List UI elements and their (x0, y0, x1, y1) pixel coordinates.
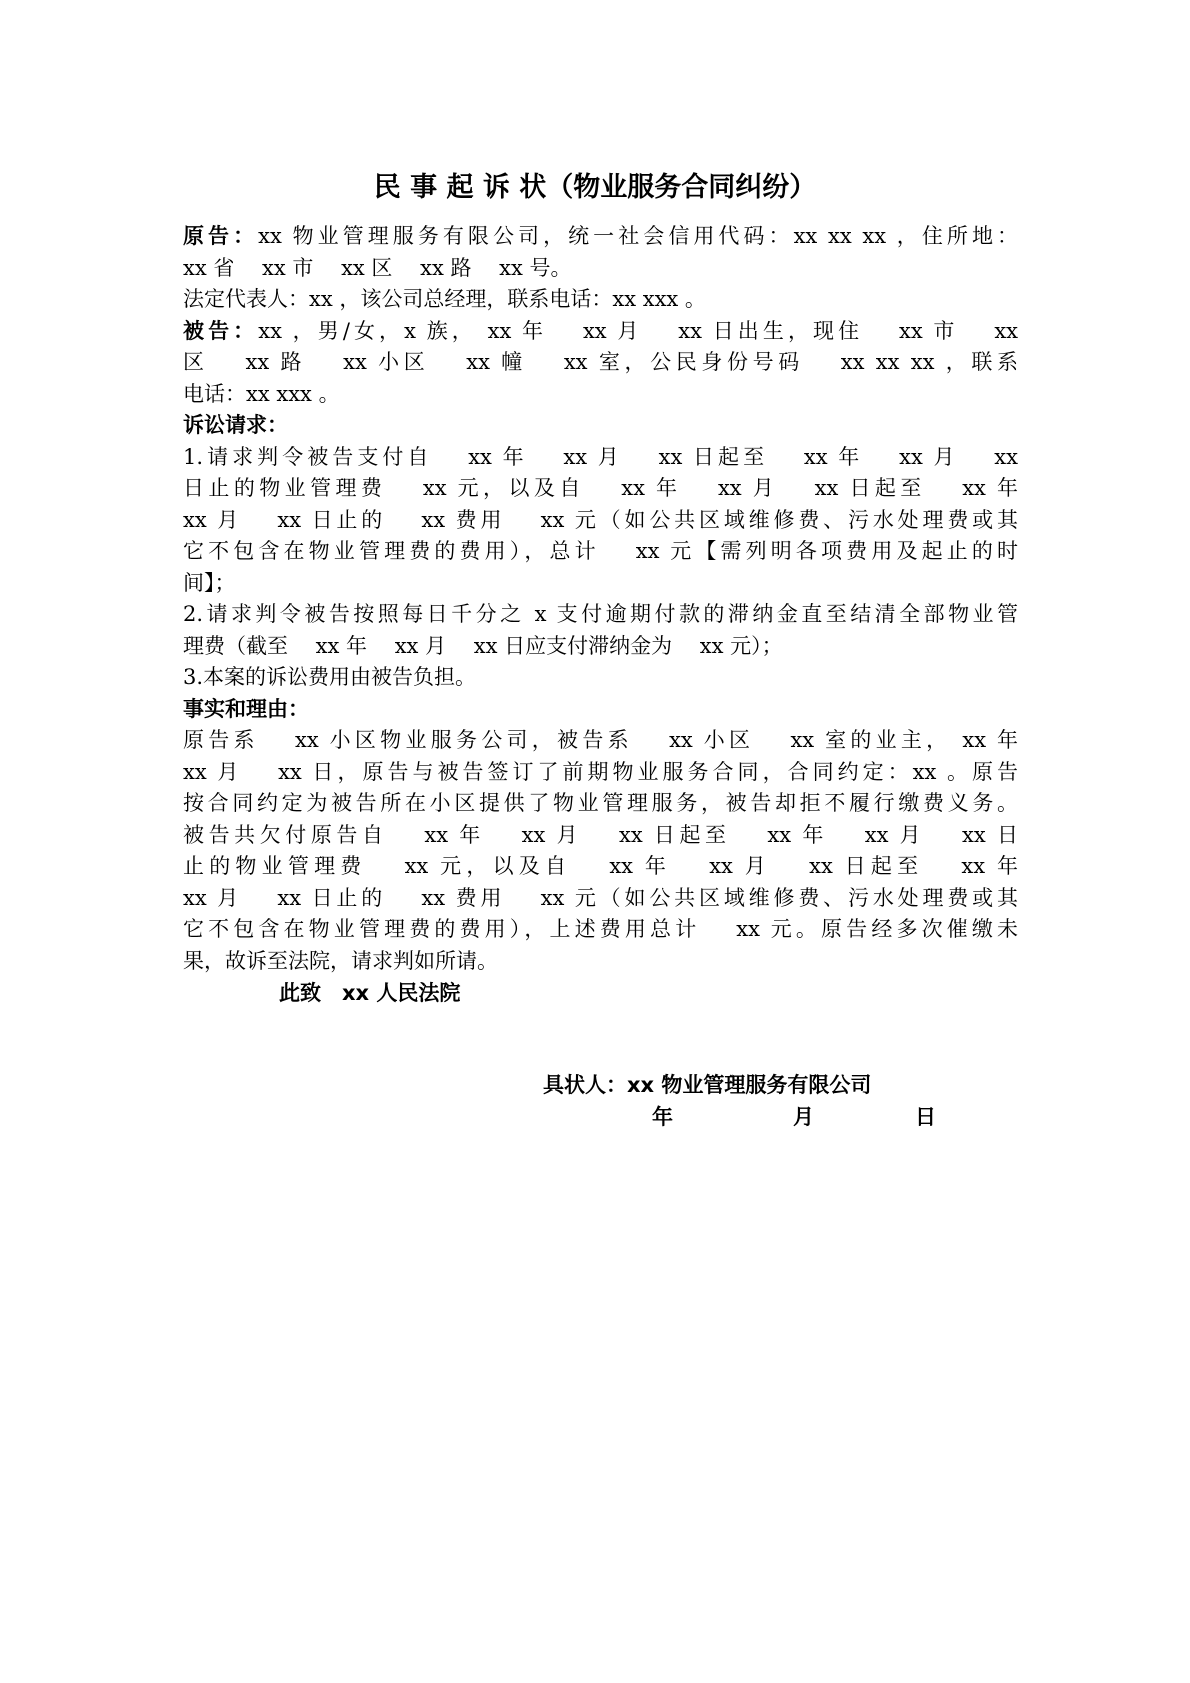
facts-line: 果，故诉至法院，请求判如所请。 (183, 948, 498, 973)
claims-heading: 诉讼请求： (183, 413, 288, 437)
defendant-text: xx ，男/女，x 族， xx 年 xx 月 xx 日出生，现住 xx 市 xx (258, 318, 1018, 343)
facts-line: 它不包含在物业管理费的费用），上述费用总计 xx 元。原告经多次催缴未 (183, 917, 1018, 941)
date-month: 月 (793, 1105, 814, 1129)
claims-line: 2.请求判令被告按照每日千分之 x 支付逾期付款的滞纳金直至结清全部物业管 (183, 602, 1018, 626)
plaintiff-address: xx 省 xx 市 xx 区 xx 路 xx 号。 (183, 255, 572, 280)
defendant-line-3: 电话：xx xxx 。 (183, 381, 340, 406)
facts-line: 止的物业管理费 xx 元，以及自 xx 年 xx 月 xx 日起至 xx 年 (183, 854, 1018, 878)
plaintiff-line-1 (183, 221, 1018, 253)
claims-line: 3.本案的诉讼费用由被告负担。 (183, 665, 477, 689)
claims-line: 理费（截至 xx 年 xx 月 xx 日应支付滞纳金为 xx 元）； (183, 633, 783, 658)
facts-line: 被告共欠付原告自 xx 年 xx 月 xx 日起至 xx 年 xx 月 xx 日 (183, 822, 1018, 847)
document-body (183, 221, 1018, 977)
signer: 具状人：xx 物业管理服务有限公司 (543, 1073, 872, 1097)
facts-heading: 事实和理由： (183, 696, 309, 721)
date-day: 日 (915, 1105, 936, 1129)
claims-line: 间】； (183, 570, 236, 595)
defendant-line-1 (183, 316, 1018, 348)
plaintiff-text: xx 物业管理服务有限公司，统一社会信用代码：xx xx xx ，住所地： (258, 224, 1018, 248)
facts-line: 按合同约定为被告所在小区提供了物业管理服务，被告却拒不履行缴费义务。 (183, 791, 1018, 815)
date-year: 年 (652, 1105, 673, 1129)
document-title: 民 事 起 诉 状（物业服务合同纠纷） (373, 172, 817, 203)
plaintiff-label: 原告： (183, 224, 259, 248)
defendant-line-2: 区 xx 路 xx 小区 xx 幢 xx 室，公民身份号码 xx xx xx ，联系 (183, 350, 1018, 374)
legal-representative: 法定代表人：xx ，该公司总经理，联系电话：xx xxx 。 (183, 287, 706, 311)
facts-line: xx 月 xx 日止的 xx 费用 xx 元（如公共区域维修费、污水处理费或其 (183, 885, 1018, 910)
facts-line: xx 月 xx 日，原告与被告签订了前期物业服务合同，合同约定：xx 。原告 (183, 759, 1018, 784)
claims-line: 它不包含在物业管理费的费用），总计 xx 元【需列明各项费用及起止的时 (183, 539, 1018, 563)
salutation: 此致 xx 人民法院 (279, 981, 461, 1005)
claims-line: 日止的物业管理费 xx 元，以及自 xx 年 xx 月 xx 日起至 xx 年 (183, 476, 1018, 500)
defendant-label: 被告： (183, 318, 259, 343)
facts-line: 原告系 xx 小区物业服务公司，被告系 xx 小区 xx 室的业主， xx 年 (183, 728, 1018, 752)
claims-line: xx 月 xx 日止的 xx 费用 xx 元（如公共区域维修费、污水处理费或其 (183, 507, 1018, 532)
claims-line: 1.请求判令被告支付自 xx 年 xx 月 xx 日起至 xx 年 xx 月 xx (183, 444, 1018, 469)
